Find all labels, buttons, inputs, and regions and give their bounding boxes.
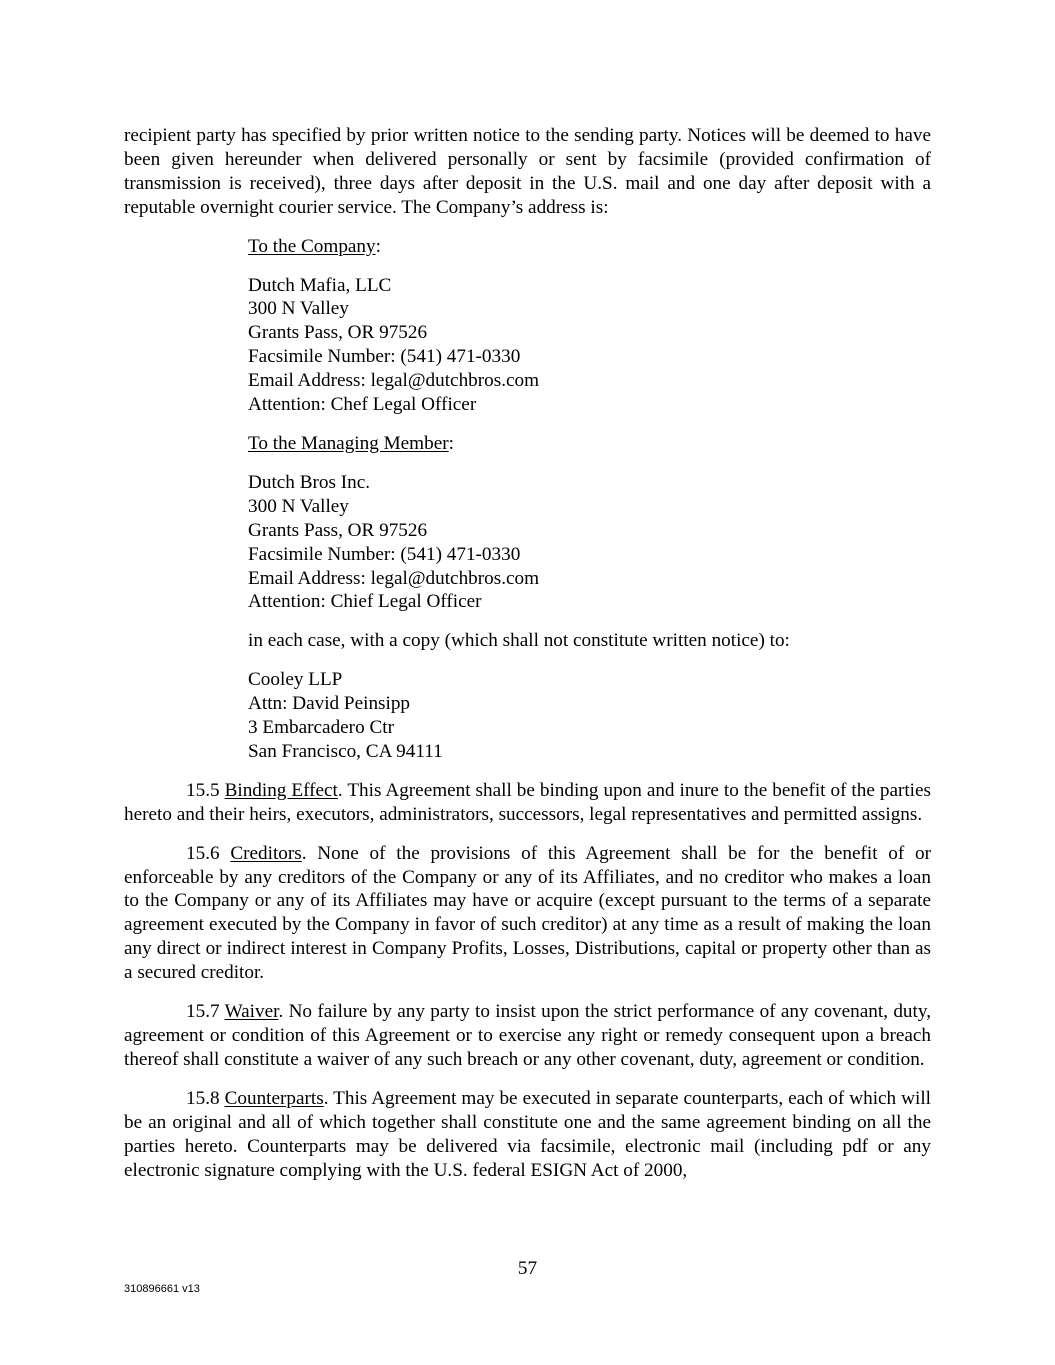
address-line: Email Address: legal@dutchbros.com	[248, 370, 540, 392]
company-address-block	[124, 274, 931, 417]
section-number: 15.7	[186, 1001, 220, 1023]
section-text: . This Agreement shall be binding upon and inure to the benefit of the parties hereto and their heirs, executors, administrators, successors, legal representatives and permitted assigns.	[124, 779, 931, 825]
address-line: 300 N Valley	[248, 298, 349, 320]
section-title: Counterparts	[224, 1087, 324, 1109]
managing-member-notice-heading-text: To the Managing Member	[248, 432, 449, 454]
section-text: . This Agreement may be executed in separate counterparts, each of which will be an original and all of which together shall constitute one and the same agreement binding on all the parties hereto. Counterparts may be delivered via facsimile, electronic mail (including pdf or any electronic signature complying with the U.S. federal ESIGN Act of 2000,	[124, 1087, 931, 1181]
company-notice-heading-text: To the Company	[248, 235, 376, 257]
document-id: 310896661 v13	[124, 1283, 200, 1295]
address-line: Attention: Chief Legal Officer	[248, 591, 482, 613]
section-title: Binding Effect	[224, 779, 338, 801]
section-number: 15.8	[186, 1087, 220, 1109]
managing-member-address-block	[124, 471, 931, 614]
section-text: . No failure by any party to insist upon the strict performance of any covenant, duty, agreement or condition of this Agreement or to exercise any right or remedy consequent upon a breach thereof shall constitute a waiver of any such breach or any other covenant, duty, agreement or condition.	[124, 1001, 931, 1070]
address-line: Facsimile Number: (541) 471-0330	[248, 543, 521, 565]
section-title: Waiver	[224, 1001, 279, 1023]
section-15-8	[124, 1087, 931, 1183]
section-title: Creditors	[230, 842, 302, 864]
address-line: San Francisco, CA 94111	[248, 740, 443, 762]
section-15-5	[124, 779, 931, 827]
section-15-7	[124, 1000, 931, 1072]
section-text: . None of the provisions of this Agreement shall be for the benefit of or enforceable by any creditors of the Company or any of its Affiliates, and no creditor who makes a loan to the Company or any of its Affiliates may have or acquire (except pursuant to the terms of a separate agreement executed by the Company in favor of such creditor) at any time as a result of making the loan any direct or indirect interest in Company Profits, Losses, Distributions, capital or property other than as a secured creditor.	[124, 842, 931, 984]
address-line: Grants Pass, OR 97526	[248, 322, 428, 344]
section-number: 15.6	[186, 842, 220, 864]
company-notice-heading: To the Company:	[248, 235, 381, 257]
address-line: 300 N Valley	[248, 495, 349, 517]
address-line: Grants Pass, OR 97526	[248, 519, 428, 541]
document-body	[124, 124, 931, 1182]
address-line: Dutch Bros Inc.	[248, 471, 371, 493]
address-line: Cooley LLP	[248, 669, 343, 691]
section-number: 15.5	[186, 779, 220, 801]
managing-member-notice-heading: To the Managing Member:	[248, 432, 454, 454]
address-line: Email Address: legal@dutchbros.com	[248, 567, 540, 589]
page-number: 57	[517, 1258, 538, 1279]
address-line: 3 Embarcadero Ctr	[248, 717, 394, 739]
counsel-address-block	[124, 668, 931, 764]
address-line: Dutch Mafia, LLC	[248, 274, 392, 296]
address-line: Attention: Chef Legal Officer	[248, 394, 477, 416]
copy-notice: in each case, with a copy (which shall not constitute written notice) to:	[248, 630, 790, 652]
address-line: Facsimile Number: (541) 471-0330	[248, 346, 521, 368]
section-15-6	[124, 842, 931, 985]
intro-paragraph: recipient party has specified by prior written notice to the sending party. Notices will be deemed to have been given hereunder when delivered personally or sent by facsimile (provided confirmation of transmission is received), three days after deposit in the U.S. mail and one day after deposit with a reputable overnight courier service. The Company’s address is:	[124, 125, 931, 218]
address-line: Attn: David Peinsipp	[248, 693, 411, 715]
